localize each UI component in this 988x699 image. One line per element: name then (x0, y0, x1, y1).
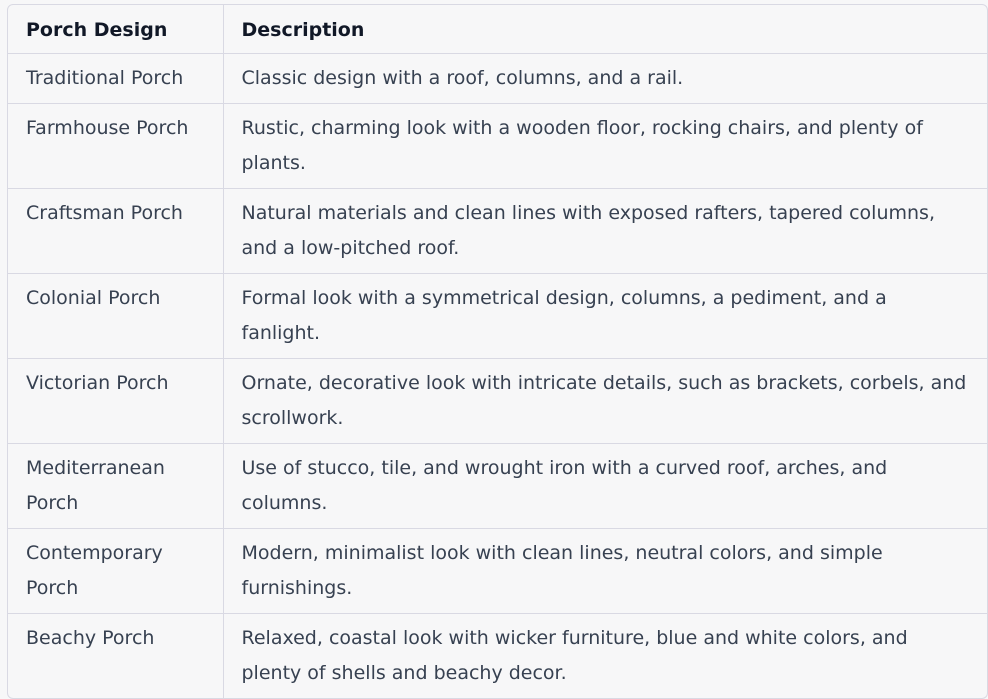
cell-description: Formal look with a symmetrical design, columns, a pediment, and a fanlight. (223, 274, 987, 359)
table-row (8, 614, 987, 699)
cell-description: Natural materials and clean lines with exposed rafters, tapered columns, and a low-pitched roof. (223, 189, 987, 274)
table-row (8, 529, 987, 614)
cell-design: Victorian Porch (8, 359, 223, 444)
cell-design: Mediterranean Porch (8, 444, 223, 529)
cell-design: Traditional Porch (8, 54, 223, 104)
porch-design-table (7, 4, 988, 699)
cell-description: Relaxed, coastal look with wicker furniture, blue and white colors, and plenty of shells and beachy decor. (223, 614, 987, 699)
cell-design: Beachy Porch (26, 627, 155, 649)
cell-design: Craftsman Porch (8, 189, 223, 274)
header-porch-design: Porch Design (8, 5, 223, 54)
table-row (8, 189, 987, 274)
table-header (8, 5, 987, 54)
table-row (8, 444, 987, 529)
cell-design: Colonial Porch (8, 274, 223, 359)
cell-design: Contemporary Porch (8, 529, 223, 614)
cell-description: Modern, minimalist look with clean lines, neutral colors, and simple furnishings. (223, 529, 987, 614)
cell-design: Farmhouse Porch (8, 104, 223, 189)
table-row (8, 104, 987, 189)
table-row (8, 54, 987, 104)
table-row (8, 359, 987, 444)
header-row (8, 5, 987, 54)
header-description: Description (223, 5, 987, 54)
cell-description: Ornate, decorative look with intricate details, such as brackets, corbels, and scrollwork. (223, 359, 987, 444)
cell-description: Use of stucco, tile, and wrought iron with a curved roof, arches, and columns. (223, 444, 987, 529)
cell-description: Classic design with a roof, columns, and a rail. (223, 54, 987, 104)
table-body (8, 54, 987, 699)
table-row (8, 274, 987, 359)
table (8, 5, 987, 698)
cell-description: Rustic, charming look with a wooden floor, rocking chairs, and plenty of plants. (223, 104, 987, 189)
